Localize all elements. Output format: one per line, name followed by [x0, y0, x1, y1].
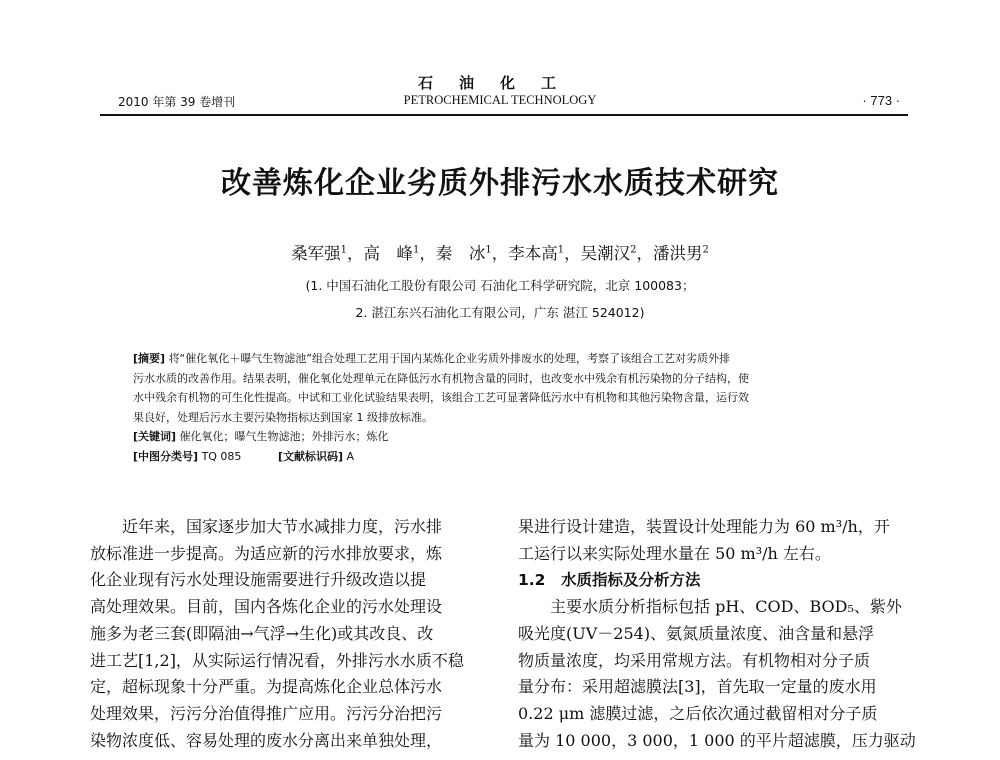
- section-heading: 1.2 水质指标及分析方法: [518, 571, 701, 590]
- journal-name-en: PETROCHEMICAL TECHNOLOGY: [403, 93, 597, 107]
- body-line: 果进行设计建造，装置设计处理能力为 60 m³/h，开: [518, 517, 890, 536]
- author: 高 峰$^1$: [363, 244, 420, 263]
- page-number: · 773 ·: [862, 93, 900, 108]
- paper-title: 改善炼化企业劣质外排污水水质技术研究: [221, 166, 779, 201]
- body-line: 0.22 μm 滤膜过滤，之后依次通过截留相对分子质: [518, 703, 878, 723]
- body-line: 吸光度(UV－254)、氨氮质量浓度、油含量和悬浮: [518, 623, 875, 643]
- author: 李本高$^1$: [508, 244, 565, 263]
- body-left-column: [90, 514, 490, 754]
- body-line: 物质量浓度，均采用常规方法。有机物相对分子质: [518, 650, 871, 670]
- body-line: 量分布：采用超滤膜法[3]，首先取一定量的废水用: [518, 677, 877, 697]
- author: 吴潮汉$^2$: [580, 244, 637, 263]
- body-right-column: [518, 514, 918, 754]
- body-line: 放标准进一步提高。为适应新的污水排放要求，炼: [90, 543, 443, 563]
- body-line: 定，超标现象十分严重。为提高炼化企业总体污水: [90, 677, 443, 697]
- abstract-label: [摘要]: [133, 352, 166, 365]
- body-line: 施多为老三套(即隔油→气浮→生化)或其改良、改: [90, 623, 434, 643]
- body-line: 工运行以来实际处理水量在 50 m³/h 左右。: [518, 543, 831, 563]
- abstract-block: [133, 349, 878, 466]
- body-line: 量为 10 000，3 000，1 000 的平片超滤膜，压力驱动: [518, 730, 916, 750]
- body-line: 进工艺[1,2]，从实际运行情况看，外排污水水质不稳: [90, 650, 464, 670]
- issue-info: 2010 年第 39 卷增刊: [118, 95, 236, 109]
- body-line: 染物浓度低、容易处理的废水分离出来单独处理，: [90, 730, 443, 750]
- abstract-line: 果良好，处理后污水主要污染物指标达到国家 1 级排放标准。: [133, 410, 433, 424]
- body-line: 高处理效果。目前，国内各炼化企业的污水处理设: [90, 597, 443, 617]
- author: 秦 冰$^1$: [435, 244, 492, 263]
- author-list: 桑军强$^1$，高 峰$^1$，秦 冰$^1$，李本高$^1$，吴潮汉$^2$，潘洪男$^2$: [291, 244, 709, 263]
- header-rule: [100, 114, 908, 116]
- journal-name-cn: 石油化工: [417, 74, 582, 92]
- abstract-line: [摘要] 将“催化氧化＋曝气生物滤池”组合处理工艺用于国内某炼化企业劣质外排废水的处理，考察了该组合工艺对劣质外排: [133, 352, 730, 365]
- author: 桑军强$^1$: [291, 244, 347, 263]
- body-line: 化企业现有污水处理设施需要进行升级改造以提: [90, 570, 427, 590]
- affiliation-2: 2. 湛江东兴石油化工有限公司，广东 湛江 524012): [355, 305, 645, 320]
- author: 潘洪男$^2$: [653, 244, 709, 263]
- body-line: 处理效果，污污分治值得推广应用。污污分治把污: [90, 703, 443, 723]
- body-line: 主要水质分析指标包括 pH、COD、BOD₅、紫外: [550, 597, 902, 617]
- classification: [中图分类号] TQ 085 [文献标识码] A: [133, 449, 355, 463]
- affiliation-1: (1. 中国石油化工股份有限公司 石油化工科学研究院，北京 100083；: [305, 278, 695, 293]
- abstract-line: 水中残余有机物的可生化性提高。中试和工业化试验结果表明，该组合工艺可显著降低污水中有机物和其他污染物含量，运行效: [133, 391, 749, 404]
- abstract-line: 污水水质的改善作用。结果表明，催化氧化处理单元在降低污水有机物含量的同时，也改变水中残余有机污染物的分子结构，使: [133, 371, 749, 385]
- body-line: 近年来，国家逐步加大节水减排力度，污水排: [122, 517, 443, 536]
- keywords: [关键词] 催化氧化；曝气生物滤池；外排污水；炼化: [133, 430, 389, 443]
